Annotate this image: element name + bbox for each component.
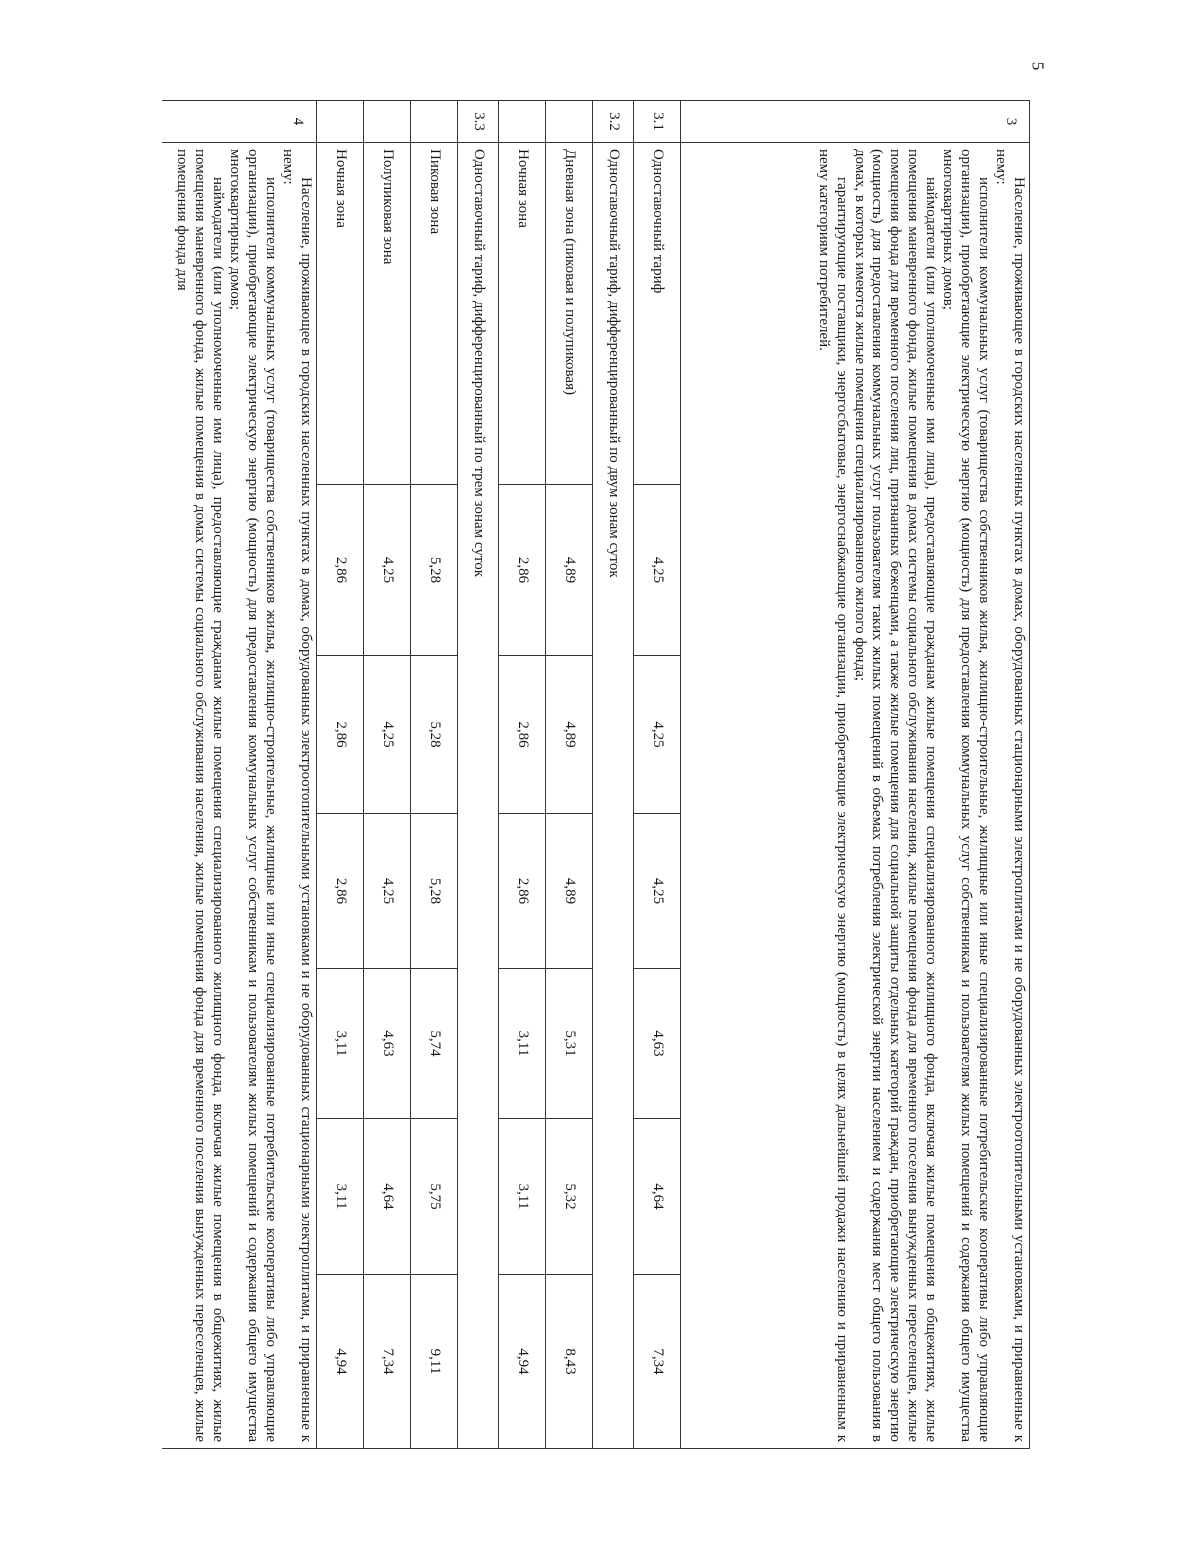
tariff-value: 5,75 bbox=[411, 1119, 458, 1275]
tariff-value: 7,34 bbox=[634, 1275, 681, 1449]
tariff-value: 2,86 bbox=[317, 656, 364, 814]
row-number: 3.2 bbox=[593, 101, 634, 143]
tariff-value: 3,11 bbox=[317, 1119, 364, 1275]
row-number bbox=[546, 101, 593, 143]
table-row bbox=[411, 101, 458, 1449]
tariff-value: 4,64 bbox=[364, 1119, 411, 1275]
table-row-subheading bbox=[593, 101, 634, 1449]
category-title: Население, проживающее в городских населенных пунктах в домах, оборудованных электроотопительными установками и не оборудованных стационарными электроплитами, и приравненные к нему: bbox=[280, 149, 314, 1443]
row-number bbox=[317, 101, 364, 143]
row-number bbox=[364, 101, 411, 143]
tariff-value: 2,86 bbox=[499, 656, 546, 814]
tariff-table bbox=[162, 100, 1030, 1449]
table-row bbox=[546, 101, 593, 1449]
tariff-value: 8,43 bbox=[546, 1275, 593, 1449]
category-description bbox=[162, 143, 317, 1449]
tariff-value: 5,32 bbox=[546, 1119, 593, 1275]
tariff-value: 2,86 bbox=[499, 814, 546, 969]
table-row bbox=[317, 101, 364, 1449]
tariff-value: 2,86 bbox=[317, 485, 364, 656]
row-number: 3.1 bbox=[634, 101, 681, 143]
tariff-value: 4,25 bbox=[634, 656, 681, 814]
tariff-value: 4,94 bbox=[499, 1275, 546, 1449]
tariff-value: 4,25 bbox=[634, 485, 681, 656]
tariff-value: 3,11 bbox=[499, 969, 546, 1119]
row-number: 3 bbox=[681, 101, 1030, 143]
row-number: 3.3 bbox=[458, 101, 499, 143]
table-row-subheading bbox=[458, 101, 499, 1449]
category-title: Население, проживающее в городских населенных пунктах в домах, оборудованных стационарными электроплитами и не оборудованных электроотопительными установками, и приравненные к нему: bbox=[993, 149, 1027, 1443]
table-row-category bbox=[681, 101, 1030, 1449]
tariff-value: 5,31 bbox=[546, 969, 593, 1119]
tariff-value: 5,28 bbox=[411, 814, 458, 969]
row-number bbox=[499, 101, 546, 143]
category-paragraph: наймодатели (или уполномоченные ими лица), предоставляющие гражданам жилые помещения специализированного жилищного фонда, включая жилые помещения в общежитиях, жилые помещения маневренного фонда, жилые помещения в домах системы социального обслуживания населения, жилые помещения фонда для временного поселения вынужденных переселенцев, жилые помещения фонда для bbox=[174, 149, 226, 1443]
tariff-value: 4,64 bbox=[634, 1119, 681, 1275]
row-label: Полупиковая зона bbox=[364, 143, 411, 485]
table-row bbox=[634, 101, 681, 1449]
subheading-label: Одноставочный тариф, дифференцированный по трем зонам суток bbox=[458, 143, 499, 1449]
tariff-value: 5,74 bbox=[411, 969, 458, 1119]
row-label: Ночная зона bbox=[499, 143, 546, 485]
tariff-value: 3,11 bbox=[499, 1119, 546, 1275]
table-row-category bbox=[162, 101, 317, 1449]
tariff-value: 4,63 bbox=[364, 969, 411, 1119]
tariff-value: 4,89 bbox=[546, 656, 593, 814]
tariff-value: 4,89 bbox=[546, 814, 593, 969]
tariff-value: 4,25 bbox=[364, 814, 411, 969]
category-paragraph: наймодатели (или уполномоченные ими лица), предоставляющие гражданам жилые помещения специализированного жилищного фонда, включая жилые помещения в общежитиях, жилые помещения маневренного фонда, жилые помещения в домах системы социального обслуживания населения, жилые помещения фонда для временного поселения вынужденных переселенцев, жилые помещения фонда для временного поселения лиц, признанных беженцами, а также жилые помещения для социальной защиты отдельных категорий граждан, приобретающие электрическую энергию (мощность) для предоставления коммунальных услуг пользователям таких жилых помещений в объемах потребления электрической энергии населением и содержания мест общего пользования в домах, в которых имеются жилые помещения специализированного жилого фонда; bbox=[851, 149, 939, 1443]
tariff-value: 2,86 bbox=[317, 814, 364, 969]
tariff-value: 4,94 bbox=[317, 1275, 364, 1449]
table-row bbox=[499, 101, 546, 1449]
table-row bbox=[364, 101, 411, 1449]
tariff-value: 5,28 bbox=[411, 485, 458, 656]
page-number: 5 bbox=[1028, 61, 1048, 71]
tariff-value: 2,86 bbox=[499, 485, 546, 656]
category-paragraph: исполнители коммунальных услуг (товарищества собственников жилья, жилищно-строительные, жилищные или иные специализированные потребительские кооперативы либо управляющие организации), приобретающие электрическую энергию (мощность) для предоставления коммунальных услуг собственникам и пользователям жилых помещений и содержания общего имущества многоквартирных домов; bbox=[227, 149, 279, 1443]
category-description bbox=[681, 143, 1030, 1449]
tariff-value: 9,11 bbox=[411, 1275, 458, 1449]
tariff-value: 4,25 bbox=[634, 814, 681, 969]
row-number bbox=[411, 101, 458, 143]
tariff-value: 5,28 bbox=[411, 656, 458, 814]
row-label: Дневная зона (пиковая и полупиковая) bbox=[546, 143, 593, 485]
tariff-value: 4,25 bbox=[364, 485, 411, 656]
tariff-value: 3,11 bbox=[317, 969, 364, 1119]
tariff-value: 4,63 bbox=[634, 969, 681, 1119]
row-label: Пиковая зона bbox=[411, 143, 458, 485]
row-number: 4 bbox=[162, 101, 317, 143]
rotated-page-content bbox=[128, 100, 1030, 1448]
tariff-value: 4,25 bbox=[364, 656, 411, 814]
tariff-value: 4,89 bbox=[546, 485, 593, 656]
row-label: Ночная зона bbox=[317, 143, 364, 485]
subheading-label: Одноставочный тариф, дифференцированный по двум зонам суток bbox=[593, 143, 634, 1449]
row-label: Одноставочный тариф bbox=[634, 143, 681, 485]
tariff-value: 7,34 bbox=[364, 1275, 411, 1449]
category-paragraph: исполнители коммунальных услуг (товарищества собственников жилья, жилищно-строительные, жилищные или иные специализированные потребительские кооперативы либо управляющие организации), приобретающие электрическую энергию (мощность) для предоставления коммунальных услуг собственникам и пользователям жилых помещений и содержания общего имущества многоквартирных домов; bbox=[940, 149, 992, 1443]
category-paragraph: гарантирующие поставщики, энергосбытовые, энергоснабжающие организации, приобретающие электрическую энергию (мощность) в целях дальнейшей продажи населению и приравненным к нему категориям потребителей. bbox=[816, 149, 851, 1443]
